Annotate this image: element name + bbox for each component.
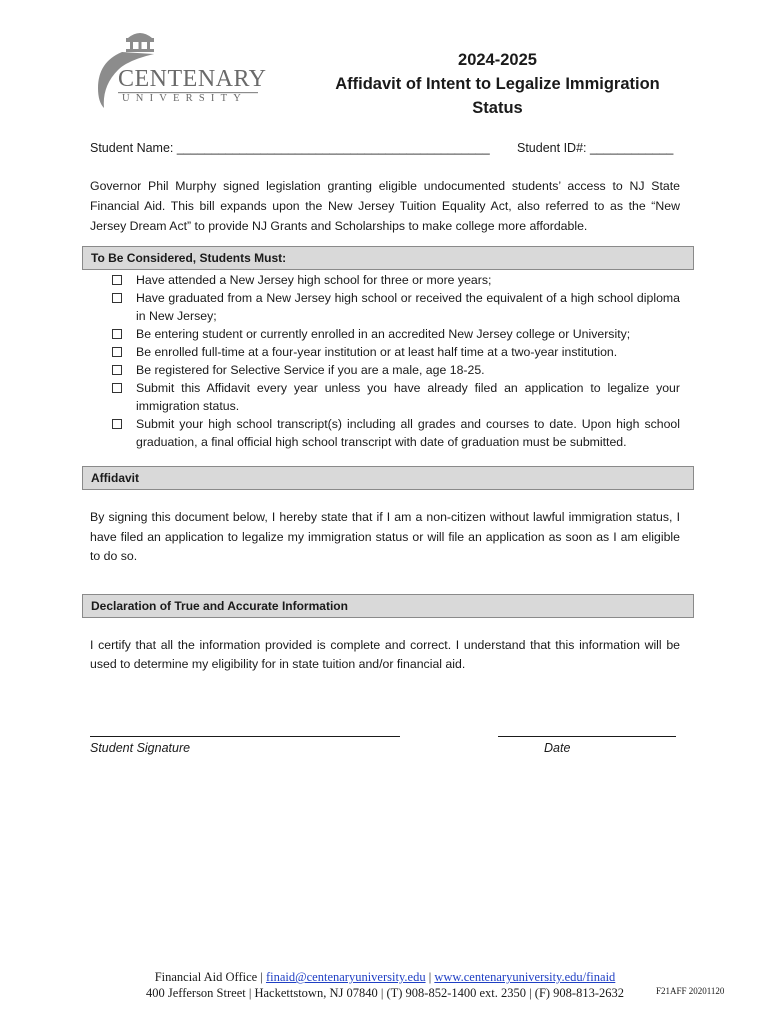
intro-paragraph: Governor Phil Murphy signed legislation granting eligible undocumented students’ access to NJ State Financial Aid. This bill expands upon the New Jersey Tuition Equality Act, also referred to as the “New Jersey Dream Act” to provide NJ Grants and Scholarships to make college more affordable. [90,179,680,233]
requirement-item: Be registered for Selective Service if you are a male, age 18-25. [110,361,680,379]
form-code: F21AFF 20201120 [656,986,725,996]
checkbox-icon[interactable] [112,329,122,339]
checkbox-icon[interactable] [112,383,122,393]
student-signature-line[interactable] [90,736,400,737]
requirement-item: Be enrolled full-time at a four-year institution or at least half time at a two-year institution. [110,343,680,361]
student-info-fields [90,141,685,155]
logo-subtitle: UNIVERSITY [122,93,247,104]
footer-office: Financial Aid Office | [154,970,266,984]
requirement-item: Submit your high school transcript(s) including all grades and courses to date. Upon high school graduation, a final official high school transcript with date of graduation must be submitted. [110,415,680,451]
date-label: Date [544,741,571,755]
requirement-item: Have attended a New Jersey high school for three or more years; [110,271,680,289]
affidavit-header: Affidavit [82,466,694,490]
declaration-text: I certify that all the information provided is complete and correct. I understand that this information will be used to determine my eligibility for in state tuition and/or financial aid. [90,638,680,671]
footer [100,969,670,1001]
logo-name: CENTENARY [118,66,267,92]
affidavit-text: By signing this document below, I hereby state that if I am a non-citizen without lawful immigration status, I have filed an application to legalize my immigration status or will file an application as soon as I am eligible to do so. [90,510,680,563]
student-name-field[interactable]: Student Name: _____________________________________________ [90,141,490,155]
requirements-header: To Be Considered, Students Must: [82,246,694,270]
requirement-item: Have graduated from a New Jersey high school or received the equivalent of a high school diploma in New Jersey; [110,289,680,325]
checkbox-icon[interactable] [112,365,122,375]
student-id-field[interactable]: Student ID#: ____________ [517,141,674,155]
declaration-header: Declaration of True and Accurate Information [82,594,694,618]
email-link[interactable]: finaid@centenaryuniversity.edu [265,970,426,984]
title-line-1: Affidavit of Intent to Legalize Immigration [335,75,660,93]
checkbox-icon[interactable] [112,419,122,429]
title-line-2: Status [472,99,523,117]
checkbox-icon[interactable] [112,293,122,303]
date-line[interactable] [498,736,676,737]
title-year: 2024-2025 [458,51,537,69]
student-signature-label: Student Signature [90,741,191,755]
checkbox-icon[interactable] [112,275,122,285]
requirement-item: Submit this Affidavit every year unless you have already filed an application to legalize your immigration status. [110,379,680,415]
requirements-list [110,271,680,451]
website-link[interactable]: www.centenaryuniversity.edu/finaid [434,970,616,984]
requirement-item: Be entering student or currently enrolled in an accredited New Jersey college or University; [110,325,680,343]
footer-separator: | [425,970,435,984]
footer-address: 400 Jefferson Street | Hackettstown, NJ 07840 | (T) 908-852-1400 ext. 2350 | (F) 908-813-2632 [145,986,625,1000]
checkbox-icon[interactable] [112,347,122,357]
document-title [300,48,695,120]
university-logo [92,30,272,114]
footer-contact-line [100,969,670,985]
